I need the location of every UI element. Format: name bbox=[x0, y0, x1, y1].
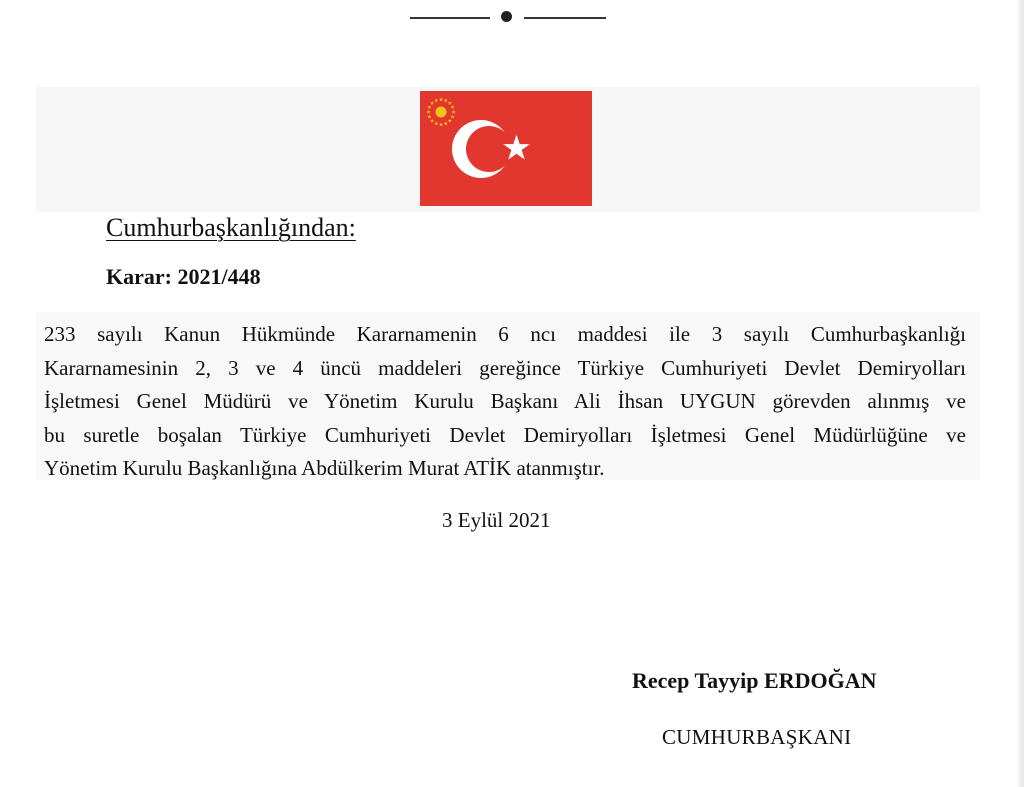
decision-number: Karar: 2021/448 bbox=[106, 264, 261, 289]
signatory-name: Recep Tayyip ERDOĞAN bbox=[632, 668, 877, 693]
decision-date: 3 Eylül 2021 bbox=[442, 508, 551, 532]
page-edge bbox=[1018, 0, 1024, 787]
document-title: Cumhurbaşkanlığından: bbox=[106, 213, 356, 242]
body-line: Kararnamesinin 2, 3 ve 4 üncü maddeleri gereğince Türkiye Cumhuriyeti Devlet Demiryolları bbox=[44, 355, 966, 380]
body-line: İşletmesi Genel Müdürü ve Yönetim Kurulu Başkanı Ali İhsan UYGUN görevden alınmış ve bbox=[44, 389, 966, 413]
body-line: 233 sayılı Kanun Hükmünde Kararnamenin 6 ncı maddesi ile 3 sayılı Cumhurbaşkanlığı bbox=[44, 322, 966, 346]
body-line: bu suretle boşalan Türkiye Cumhuriyeti Devlet Demiryolları İşletmesi Genel Müdürlüğüne ve bbox=[44, 422, 966, 447]
signatory-title: CUMHURBAŞKANI bbox=[662, 725, 852, 749]
ornament-rule-right bbox=[524, 17, 606, 19]
decision-body bbox=[44, 318, 966, 486]
body-line: Yönetim Kurulu Başkanlığına Abdülkerim Murat ATİK atanmıştır. bbox=[44, 456, 605, 480]
ornament-dot-icon bbox=[501, 11, 512, 22]
turkish-flag-icon bbox=[420, 91, 592, 206]
ornament-rule-left bbox=[410, 17, 490, 19]
